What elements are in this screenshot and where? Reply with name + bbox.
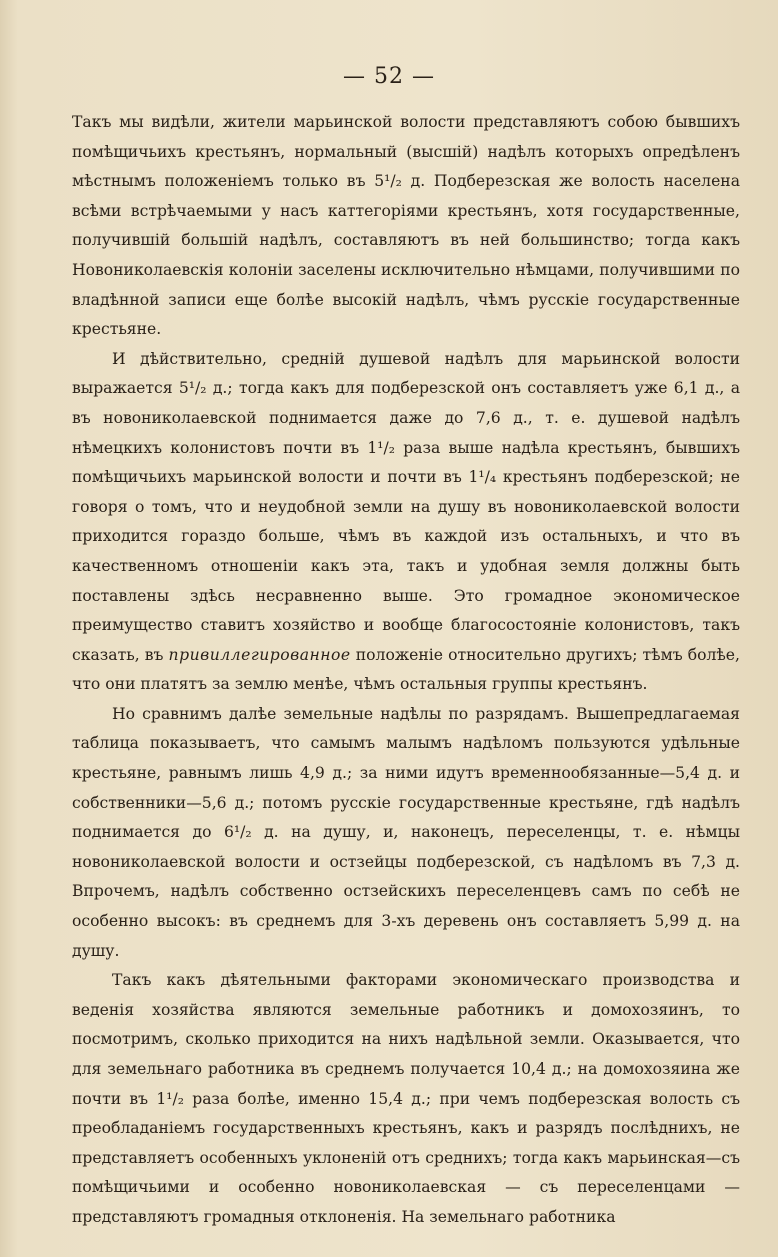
emphasized-word: привиллегированное: [168, 645, 351, 664]
paragraph-2: [72, 345, 740, 700]
paragraph-4-text: Такъ какъ дѣятельными факторами экономическаго производства и веденія хозяйства являются земельные работникъ и домохозяинъ, то посмотримъ, сколько приходится на нихъ надѣльной земли. Оказывается, что для земельнаго работника въ среднемъ получается 10,4 д.; на домохозяина же почти въ 1¹/₂ раза болѣе, именно 15,4 д.; при чемъ подберезская волость съ преобладаніемъ государственныхъ крестьянъ, какъ и разрядъ послѣднихъ, не представляетъ особенныхъ уклоненій отъ среднихъ; тогда какъ марьинская—съ помѣщичьими и особенно новониколаевская — съ переселенцами — представляютъ громадныя отклоненія. На земельнаго работника: [72, 971, 740, 1226]
paragraph-3: [72, 700, 740, 966]
page-number: — 52 —: [343, 64, 435, 89]
paragraph-4: [72, 966, 740, 1232]
paragraph-3-text: Но сравнимъ далѣе земельные надѣлы по разрядамъ. Вышепредлагаемая таблица показываетъ, что самымъ малымъ надѣломъ пользуются удѣльные крестьяне, равнымъ лишь 4,9 д.; за ними идутъ временнообязанные—5,4 д. и собственники—5,6 д.; потомъ русскіе государственные крестьяне, гдѣ надѣлъ поднимается до 6¹/₂ д. на душу, и, наконецъ, переселенцы, т. е. нѣмцы новониколаевской волости и остзейцы подберезской, съ надѣломъ въ 7,3 д. Впрочемъ, надѣлъ собственно остзейскихъ переселенцевъ самъ по себѣ не особенно высокъ: въ среднемъ для 3-хъ деревень онъ составляетъ 5,99 д. на душу.: [72, 704, 740, 960]
paragraph-1: [72, 108, 740, 345]
paragraph-2-text-b: положеніе относительно другихъ; тѣмъ болѣе, что они платятъ за землю менѣе, чѣмъ остальныя группы крестьянъ.: [72, 645, 740, 694]
paragraph-2-text-a: И дѣйствительно, средній душевой надѣлъ для марьинской волости выражается 5¹/₂ д.; тогда какъ для подберезской онъ составляетъ уже 6,1 д., а въ новониколаевской поднимается даже до 7,6 д., т. е. душевой надѣлъ нѣмецкихъ колонистовъ почти въ 1¹/₂ раза выше надѣла крестьянъ, бывшихъ помѣщичьихъ марьинской волости и почти въ 1¹/₄ крестьянъ подберезской; не говоря о томъ, что и неудобной земли на душу въ новониколаевской волости приходится гораздо больше, чѣмъ въ каждой изъ остальныхъ, и что въ качественномъ отношеніи какъ эта, такъ и удобная земля должны быть поставлены здѣсь несравненно выше. Это громадное экономическое преимущество ставитъ хозяйство и вообще благосостояніе колонистовъ, такъ сказать, въ: [72, 349, 740, 664]
paragraph-1-text: Такъ мы видѣли, жители марьинской волости представляютъ собою бывшихъ помѣщичьихъ крестьянъ, нормальный (высшій) надѣлъ которыхъ опредѣленъ мѣстнымъ положеніемъ только въ 5¹/₂ д. Подберезская же волость населена всѣми встрѣчаемыми у насъ каттегоріями крестьянъ, хотя государственные, получившій большій надѣлъ, составляютъ въ ней большинство; тогда какъ Новониколаевскія колоніи заселены исключительно нѣмцами, получившими по владѣнной записи еще болѣе высокій надѣлъ, чѣмъ русскіе государственные крестьяне.: [72, 113, 740, 339]
body-text: [72, 108, 740, 1233]
